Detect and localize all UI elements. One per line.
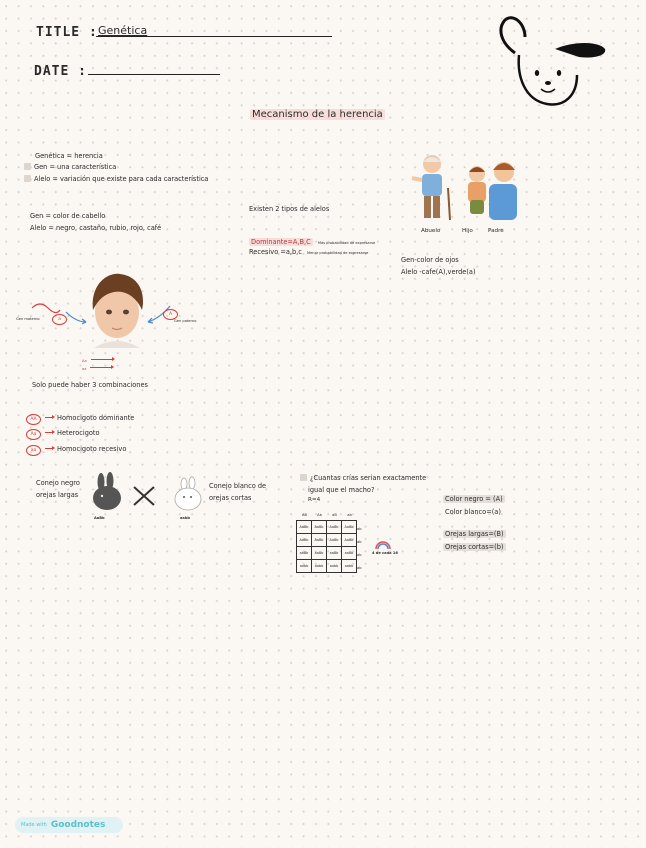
black-rabbit-desc-1: Conejo negro: [36, 479, 80, 487]
punnett-cell: AaBb: [312, 521, 327, 534]
punnett-col-header: aB: [332, 513, 337, 517]
def-gen: [24, 163, 116, 171]
checkbox-gen[interactable]: [24, 163, 31, 170]
allele-circle-left: a: [52, 314, 67, 325]
white-rabbit-code: aabb: [180, 516, 190, 520]
punnett-cell: AaBb: [297, 534, 312, 547]
combo-label: Homocigoto dominante: [57, 414, 135, 422]
cabello-alelo: Alelo = negro, castaño, rubio, rojo, café: [30, 224, 162, 232]
punnett-cell: AaBb: [312, 534, 327, 547]
punnett-row: [297, 547, 357, 560]
punnett-row: [297, 534, 357, 547]
punnett-cell: AaBb: [342, 521, 357, 534]
punnett-col-header: ab: [347, 513, 352, 517]
punnett-cell: aaBb: [327, 547, 342, 560]
arrow-icon: [45, 448, 53, 450]
punnett-square: [296, 520, 357, 573]
question-text-1: ¿Cuantas crías serian exactamente: [310, 474, 427, 482]
allele-circle-right: A: [163, 309, 178, 320]
white-rabbit-desc-2: orejas cortas: [209, 494, 252, 502]
circle-right: [163, 300, 178, 320]
badge-made-with: Made with: [21, 822, 47, 828]
punnett-cell: AaBb: [342, 534, 357, 547]
black-rabbit-desc-2: orejas largas: [36, 491, 79, 499]
checkbox-alelo[interactable]: [24, 175, 31, 182]
punnett-row-header: ab: [357, 566, 362, 570]
punnett-row: [297, 521, 357, 534]
question-answer: 4 de cada 16: [372, 551, 398, 555]
ojos-alelo: Alelo -cafe(A),verde(a): [401, 268, 476, 276]
cross-arrows: [82, 357, 117, 373]
combinaciones-title: Solo puede haber 3 combinaciones: [32, 381, 148, 389]
punnett-cell: aabb: [342, 560, 357, 573]
combo-label: Homocigoto recesivo: [57, 445, 127, 453]
arrow-icon: [90, 367, 112, 369]
legend-blanco: Color blanco=(a): [445, 508, 501, 516]
legend-negro: [443, 495, 505, 503]
legend-negro-text: Color negro = (A): [445, 495, 503, 503]
punnett-row-header: ab: [357, 540, 362, 544]
label-gen-paterno: Gen paterno: [174, 319, 197, 323]
punnett-cell: AaBb: [297, 521, 312, 534]
arrow-icon: [91, 359, 113, 361]
punnett-row-header: ab: [357, 527, 362, 531]
main-title: [250, 109, 385, 120]
title-label: TITLE :: [36, 25, 98, 40]
legend-largas-text: Orejas largas=(B): [445, 530, 504, 538]
arrow-icon: [45, 417, 53, 419]
white-rabbit-icon: [172, 472, 206, 514]
combo-code: Aa: [26, 429, 41, 440]
punnett-row: [297, 560, 357, 573]
punnett-cell: aaBb: [342, 547, 357, 560]
punnett-cell: aabb: [327, 560, 342, 573]
def-alelo: [24, 175, 208, 183]
dominante-label: Dominante=A,B,C: [251, 238, 311, 246]
child-portrait: [84, 270, 150, 348]
dominante-desc: Más probabilidad de expresarse: [317, 241, 376, 245]
question-line-2: igual que el macho?: [308, 486, 375, 494]
badge-brand: Goodnotes: [50, 820, 106, 830]
family-label-abuelo: Abuelo: [421, 228, 441, 234]
punnett-col-headers: [297, 513, 357, 517]
rainbow-icon: [374, 540, 392, 550]
alelos-title: Existen 2 tipos de alelos: [249, 205, 330, 213]
combinacion-row-3: [26, 436, 126, 456]
punnett-cell: aabb: [297, 560, 312, 573]
def-genetica: Genética = herencia: [35, 152, 103, 160]
cross-top: Aa: [82, 359, 87, 363]
title-underline: [96, 36, 332, 37]
white-rabbit-desc-1: Conejo blanco de: [209, 482, 267, 490]
combo-label: Heterocigoto: [57, 429, 100, 437]
family-label-padre: Padre: [488, 228, 504, 234]
black-rabbit-icon: [89, 472, 125, 514]
combo-code: aa: [26, 445, 41, 456]
def-alelo-text: Alelo = variación que existe para cada característica: [34, 175, 209, 183]
legend-cortas-text: Orejas cortas=(b): [445, 543, 504, 551]
circle-left: [52, 305, 67, 325]
punnett-cell: aaBb: [297, 547, 312, 560]
punnett-cell: aaBb: [312, 547, 327, 560]
legend-cortas: [443, 543, 506, 551]
combo-code: AA: [26, 414, 41, 425]
goodnotes-badge[interactable]: [15, 817, 123, 833]
punnett-cell: aabb: [312, 560, 327, 573]
punnett-cell: AaBb: [327, 534, 342, 547]
punnett-cell: AaBb: [327, 521, 342, 534]
date-underline: [88, 74, 220, 75]
ojos-gen: Gen-color de ojos: [401, 256, 459, 264]
label-gen-materno: Gen materno: [16, 317, 40, 321]
question-sub: R=4: [308, 497, 321, 503]
cross-x-icon: [131, 484, 157, 508]
recesivo-row: [249, 239, 368, 258]
title-value: Genética: [98, 24, 148, 37]
cross-bottom: aa: [82, 367, 87, 371]
punnett-col-header: Ab: [317, 513, 322, 517]
puppy-drawing: [495, 15, 610, 110]
main-title-text: Mecanismo de la herencia: [252, 109, 383, 120]
checkbox-question[interactable]: [300, 474, 307, 481]
family-label-hijo: Hijo: [462, 228, 473, 234]
legend-largas: [443, 530, 506, 538]
punnett-row-header: ab: [357, 553, 362, 557]
question-line-1: [300, 474, 426, 482]
date-label: DATE :: [34, 64, 87, 79]
arrow-icon: [45, 432, 53, 434]
punnett-col-header: AB: [302, 513, 307, 517]
family-illustration: [404, 150, 519, 224]
recesivo-label: Recesivo =a,b,c: [249, 248, 302, 256]
recesivo-desc: Menor probabilidad de expresarse: [307, 251, 369, 255]
def-gen-text: Gen = una característica: [34, 163, 117, 171]
black-rabbit-code: AaBb: [94, 516, 105, 520]
punnett-row-headers: [357, 523, 361, 575]
cabello-gen: Gen = color de cabello: [30, 212, 106, 220]
